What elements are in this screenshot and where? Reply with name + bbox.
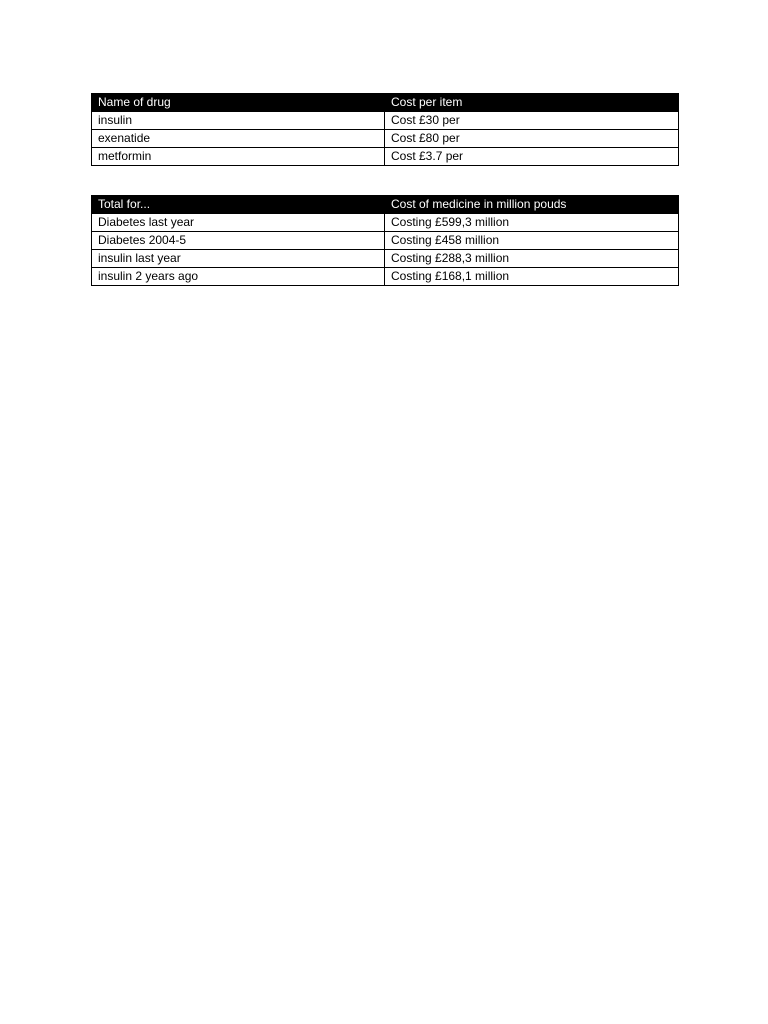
table-row: [92, 214, 679, 232]
drug-cost-table: [91, 93, 679, 166]
table-cell: metformin: [92, 148, 385, 166]
table-row: [92, 148, 679, 166]
table-cell: Cost £3.7 per: [385, 148, 679, 166]
table-cell: Diabetes last year: [92, 214, 385, 232]
table-row: [92, 130, 679, 148]
table-row: [92, 112, 679, 130]
table-row: [92, 268, 679, 286]
table-cell: Costing £168,1 million: [385, 268, 679, 286]
table-cell: Diabetes 2004-5: [92, 232, 385, 250]
table-cell: Costing £458 million: [385, 232, 679, 250]
table-header-row: [92, 196, 679, 214]
column-header: Cost per item: [385, 94, 679, 112]
table-cell: Cost £30 per: [385, 112, 679, 130]
table-cell: insulin 2 years ago: [92, 268, 385, 286]
table-cell: exenatide: [92, 130, 385, 148]
table-cell: Cost £80 per: [385, 130, 679, 148]
table-row: [92, 250, 679, 268]
table-cell: Costing £288,3 million: [385, 250, 679, 268]
table-cell: Costing £599,3 million: [385, 214, 679, 232]
table-cell: insulin last year: [92, 250, 385, 268]
column-header: Total for...: [92, 196, 385, 214]
medicine-totals-table: [91, 195, 679, 286]
column-header: Name of drug: [92, 94, 385, 112]
table-row: [92, 232, 679, 250]
table-cell: insulin: [92, 112, 385, 130]
column-header: Cost of medicine in million pouds: [385, 196, 679, 214]
table-header-row: [92, 94, 679, 112]
